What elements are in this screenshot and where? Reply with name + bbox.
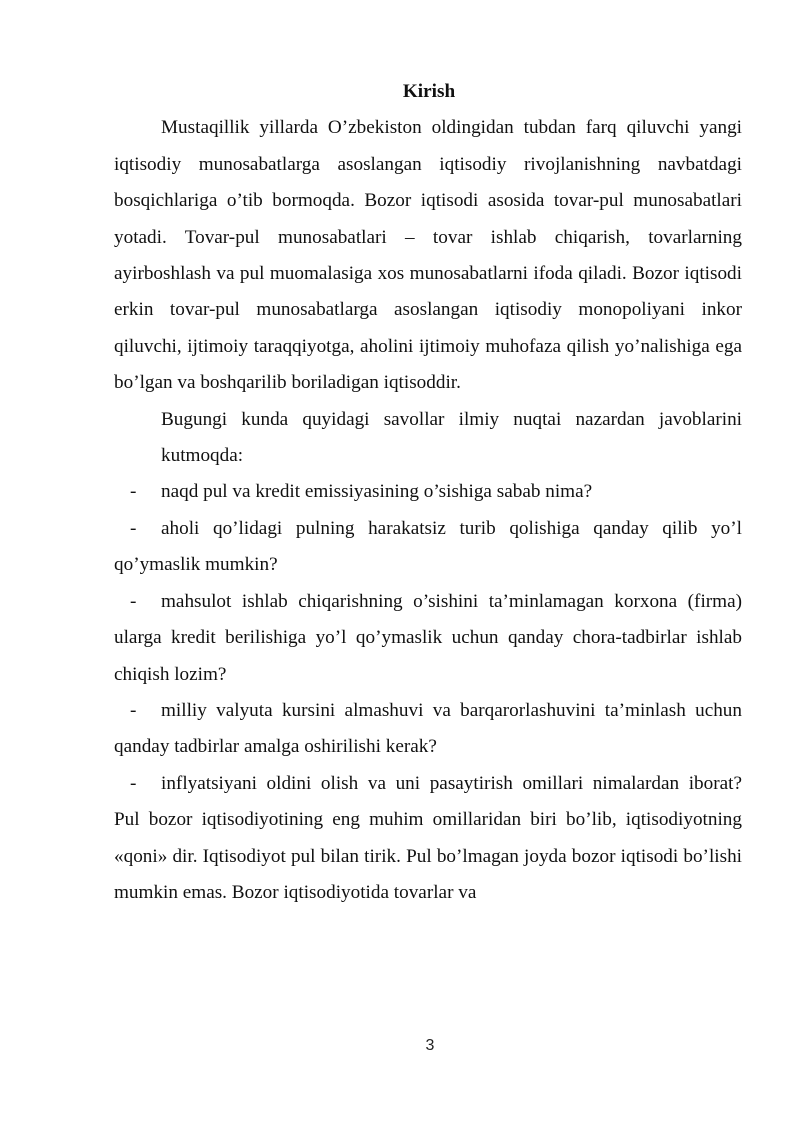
question-text: inflyatsiyani oldini olish va uni pasaytirish omillari nimalardan iborat? Pul bozor iqtisodiyotining eng muhim omillaridan biri bo’lib, iqtisodiyotning «qoni» dir. Iqtisodiyot pul bilan tirik. Pul bo’lmagan joyda bozor iqtisodi bo’lishi mumkin emas. Bozor iqtisodiyotida tovarlar va xyxy=(114,772,762,903)
bullet-dash: - xyxy=(130,517,137,539)
intro-paragraph: Mustaqillik yillarda O’zbekiston oldingidan tubdan farq qiluvchi yangi iqtisodiy munosabatlarga asoslangan iqtisodiy rivojlanishning navbatdagi bosqichlariga o’tib bormoqda. Bozor iqtisodi asosida tovar-pul munosabatlari yotadi. Tovar-pul munosabatlari – tovar ishlab chiqarish, tovarlarning ayirboshlash va pul muomalasiga xos munosabatlarni ifoda qiladi. Bozor iqtisodi erkin tovar-pul munosabatlarga asoslangan iqtisodiy monopoliyani inkor qiluvchi, ijtimoiy taraqqiyotga, aholini ijtimoiy muhofaza qilish yo’nalishiga ega bo’lgan va boshqarilib boriladigan iqtisoddir. xyxy=(114,117,742,394)
question-item-1 xyxy=(114,474,742,510)
page-number: 3 xyxy=(425,1037,435,1054)
question-item-5 xyxy=(114,766,762,912)
question-text: mahsulot ishlab chiqarishning o’sishini ta’minlamagan korxona (firma) ularga kredit berilishiga yo’l qo’ymaslik uchun qanday chora-tadbirlar ishlab chiqish lozim? xyxy=(114,590,742,685)
bullet-dash: - xyxy=(130,772,137,794)
bullet-dash: - xyxy=(130,481,137,503)
questions-intro: Bugungi kunda quyidagi savollar ilmiy nuqtai nazardan javoblarini kutmoqda: xyxy=(161,408,742,467)
bullet-dash: - xyxy=(130,699,137,721)
page-title: Kirish xyxy=(402,81,456,102)
question-item-4 xyxy=(114,693,742,766)
question-text: milliy valyuta kursini almashuvi va barqarorlashuvini ta’minlash uchun qanday tadbirlar amalga oshirilishi kerak? xyxy=(114,699,742,758)
question-text: aholi qo’lidagi pulning harakatsiz turib qolishiga qanday qilib yo’l qo’ymaslik mumkin? xyxy=(114,517,742,576)
question-text: naqd pul va kredit emissiyasining o’sishiga sabab nima? xyxy=(161,481,593,503)
question-item-2 xyxy=(114,511,742,584)
question-item-3 xyxy=(114,584,742,693)
page-content xyxy=(114,74,762,911)
bullet-dash: - xyxy=(130,590,137,612)
